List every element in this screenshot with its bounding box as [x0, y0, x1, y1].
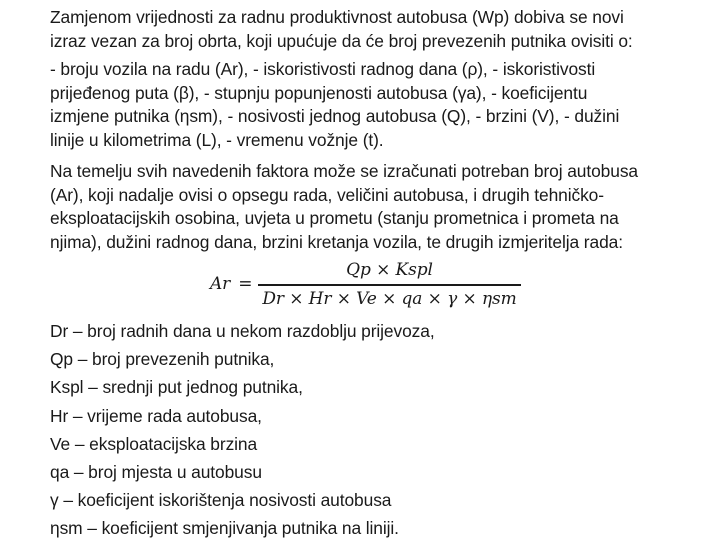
text-line: izmjene putnika (ηsm), - nosivosti jednog autobusa (Q), - brzini (V), - dužini	[50, 106, 620, 126]
formula-denominator: Dr × Hr × Ve × qa × γ × ηsm	[262, 288, 517, 309]
definitions-list	[50, 320, 435, 540]
text-line: - broju vozila na radu (Ar), - iskoristivosti radnog dana (ρ), - iskoristivosti	[50, 59, 596, 79]
text-line: Na temelju svih navedenih faktora može se izračunati potreban broj autobusa	[50, 161, 638, 181]
factors-paragraph	[50, 58, 690, 152]
text-line: linije u kilometrima (L), - vremenu vožnje (t).	[50, 129, 384, 150]
text-line: (Ar), koji nadalje ovisi o opsegu rada, veličini autobusa, i drugih tehničko-	[50, 184, 604, 205]
text-line: njima), dužini radnog dana, brzini kretanja vozila, te drugih izmjeritelja rada:	[50, 231, 623, 252]
definition-item: qa – broj mjesta u autobusu	[50, 461, 262, 482]
formula-equals: =	[238, 274, 253, 295]
text-line: izraz vezan za broj obrta, koji upućuje da će broj prevezenih putnika ovisiti o:	[50, 30, 633, 51]
definition-item: Kspl – srednji put jednog putnika,	[50, 377, 303, 398]
definition-item: ηsm – koeficijent smjenjivanja putnika na liniji.	[50, 518, 399, 539]
formula-lhs: Ar	[210, 274, 231, 295]
text-line: eksploatacijskih osobina, uvjeta u prometu (stanju prometnica i prometa na	[50, 208, 619, 228]
intro-paragraph	[50, 6, 690, 53]
ar-formula	[210, 257, 521, 313]
formula-numerator: Qp × Kspl	[346, 259, 433, 280]
formula-fraction	[258, 259, 520, 311]
definition-item: Qp – broj prevezenih putnika,	[50, 349, 275, 370]
definition-item: Ve – eksploatacijska brzina	[50, 433, 258, 454]
definition-item: Dr – broj radnih dana u nekom razdoblju prijevoza,	[50, 321, 435, 341]
text-line: prijeđenog puta (β), - stupnju popunjenosti autobusa (γa), - koeficijentu	[50, 82, 588, 103]
definition-item: γ – koeficijent iskorištenja nosivosti autobusa	[50, 490, 392, 511]
basis-paragraph	[50, 160, 690, 254]
definition-item: Hr – vrijeme rada autobusa,	[50, 405, 262, 426]
text-line: Zamjenom vrijednosti za radnu produktivnost autobusa (Wp) dobiva se novi	[50, 7, 624, 27]
